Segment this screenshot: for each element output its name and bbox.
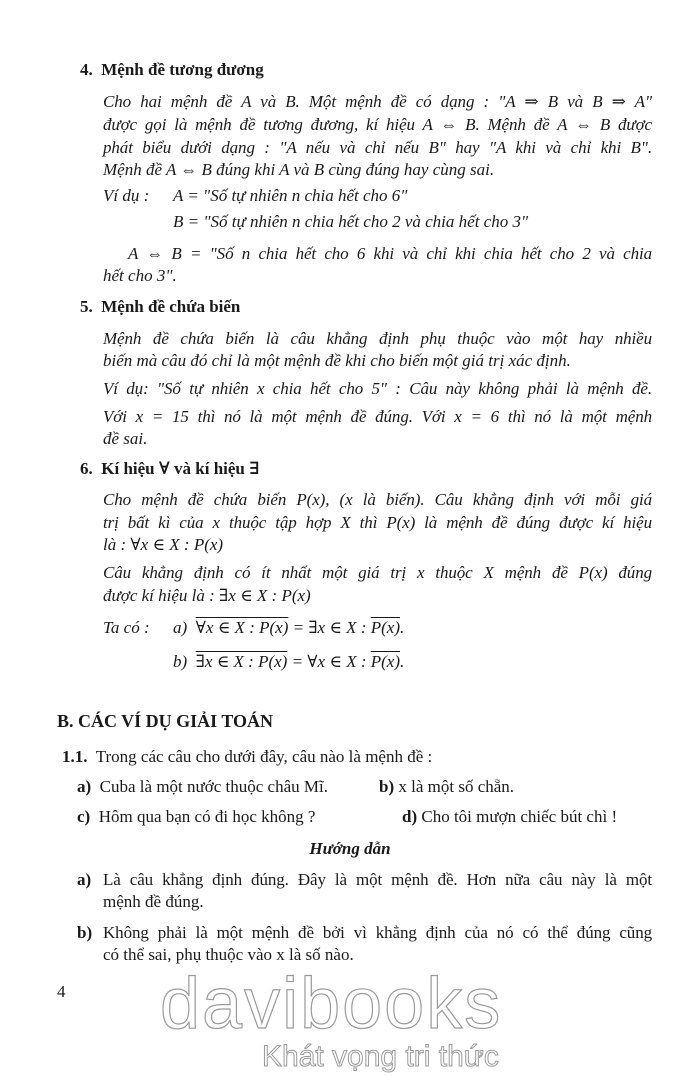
section-6-heading [80,458,260,480]
formula-rhs: P(x) [370,652,400,671]
answer-b-label [77,922,92,944]
option-label: b) [379,777,395,796]
formula-label: a) [173,618,188,637]
paragraph-line: Câu khẳng định có ít nhất một giá trị x thuộc X mệnh đề P(x) đúng [103,563,652,582]
example-c: A ⇔ B = "Số n chia hết cho 6 khi và chỉ khi chia hết cho 2 và chia [128,244,652,263]
section-number: 4. [80,60,93,79]
paragraph-line: Mệnh đề chứa biến là câu khẳng định phụ thuộc vào một hay nhiều [103,329,652,348]
answer-b-line: có thể sai, phụ thuộc vào x là số nào. [103,945,354,964]
part-b-heading: B. CÁC VÍ DỤ GIẢI TOÁN [57,711,274,731]
formula-b [173,651,404,673]
option-label: d) [402,807,418,826]
formula-end: . [400,652,405,671]
paragraph-line: Cho hai mệnh đề A và B. Một mệnh đề có dạng : "A ⇒ B và B ⇒ A" [103,92,652,111]
option-text: Cho tôi mượn chiếc bút chì ! [421,807,618,826]
question-text: Trong các câu cho dưới đây, câu nào là mệnh đề : [95,747,433,766]
page-number: 4 [57,982,66,1001]
paragraph-line: trị bất kì của x thuộc tập hợp X thì P(x) là mệnh đề đúng được kí hiệu [103,513,652,532]
section-title: Kí hiệu ∀ và kí hiệu ∃ [101,459,260,478]
option-label: a) [77,777,92,796]
example: Ví dụ: "Số tự nhiên x chia hết cho 5" : Câu này không phải là mệnh đề. [103,379,652,398]
example-c-cont: hết cho 3". [103,266,177,285]
formula-end: . [400,618,405,637]
watermark-logo: davibooks [160,964,503,1044]
formula-a [173,617,404,639]
section-5-heading [80,296,240,318]
formula-mid: = ∀x ∈ X : [287,652,371,671]
section-number: 6. [80,459,93,478]
paragraph-line: biến mà câu đó chỉ là một mệnh đề khi cho biến một giá trị xác định. [103,351,571,370]
section-title: Mệnh đề tương đương [101,60,264,79]
paragraph-line: Mệnh đề A ⇔ B đúng khi A và B cùng đúng hay cùng sai. [103,160,495,179]
formula-lhs: ∀x ∈ X : P(x) [195,618,289,637]
answer-a-line: Là câu khẳng định đúng. Đây là một mệnh đề. Hơn nữa câu này là một [103,870,652,889]
option-c [77,806,315,828]
example-label: Ví dụ : [103,186,150,205]
formula-lhs: ∃x ∈ X : P(x) [195,652,288,671]
paragraph-line: là : ∀x ∈ X : P(x) [103,535,224,554]
option-text: x là một số chẵn. [398,777,515,796]
question-number: 1.1. [62,747,88,766]
section-number: 5. [80,297,93,316]
question [62,746,432,768]
option-text: Hôm qua bạn có đi học không ? [98,807,316,826]
example-a: A = "Số tự nhiên n chia hết cho 6" [173,186,408,205]
example-b: B = "Số tự nhiên n chia hết cho 2 và chia hết cho 3" [173,212,529,231]
option-b [379,776,514,798]
paragraph-line: đề sai. [103,429,148,448]
option-d [402,806,617,828]
answer-label: a) [77,870,92,889]
answer-label: b) [77,923,93,942]
answer-b-line: Không phải là một mệnh đề bởi vì khẳng định của nó có thể đúng cũng [103,923,652,942]
option-label: c) [77,807,91,826]
section-4-heading [80,59,264,81]
guide-heading: Hướng dẫn [309,839,391,858]
option-a [77,776,328,798]
section-title: Mệnh đề chứa biến [101,297,241,316]
answer-a-line: mệnh đề đúng. [103,892,204,911]
paragraph-line: Với x = 15 thì nó là một mệnh đề đúng. Với x = 6 thì nó là một mệnh [103,407,652,426]
formula-rhs: P(x) [370,618,400,637]
option-text: Cuba là một nước thuộc châu Mĩ. [99,777,328,796]
taco-label: Ta có : [103,618,150,637]
paragraph-line: được kí hiệu là : ∃x ∈ X : P(x) [103,586,311,605]
formula-label: b) [173,652,188,671]
answer-a-label [77,869,91,891]
formula-mid: = ∃x ∈ X : [288,618,371,637]
watermark-slogan: Khát vọng tri thức [262,1040,499,1073]
paragraph-line: được gọi là mệnh đề tương đương, kí hiệu A ⇔ B. Mệnh đề A ⇔ B được [103,115,652,134]
paragraph-line: phát biểu dưới dạng : "A nếu và chỉ nếu B" hay "A khi và chỉ khi B". [103,138,652,157]
paragraph-line: Cho mệnh đề chứa biến P(x), (x là biến). Câu khẳng định với mỗi giá [103,490,652,509]
